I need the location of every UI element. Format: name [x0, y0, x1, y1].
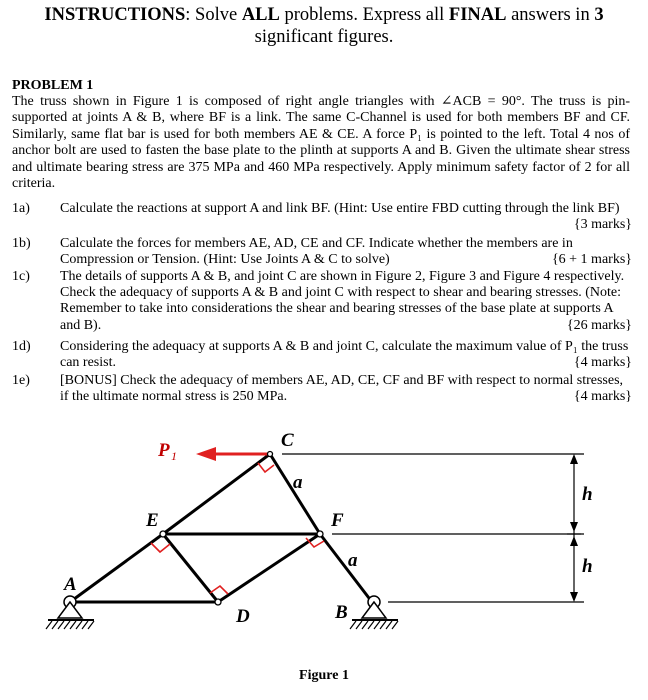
right-angle-D: [210, 586, 228, 594]
dim-label-a-upper: a: [293, 472, 303, 493]
P1-subscript: 1: [171, 449, 177, 463]
joint-label-E: E: [146, 510, 159, 531]
right-angle-C: [258, 463, 274, 472]
problem-intro: The truss shown in Figure 1 is composed of right angle triangles with ∠ACB = 90°. The truss is pin-supported at joints A & B, where BF is a link. The same C-Channel is used for both members BF and CF. Similarly, same flat bar is used for both members AE & CE. A force P₁ is pointed to the left. Total 4 nos of anchor bolt are used to fasten the base plate to the plinth at supports A and B. Given the ultimate shear stress and ultimate bearing stress are 375 MPa and 460 MPa respectively. Apply minimum safety factor of 2 for all criteria.: [12, 94, 630, 192]
question-1d: [12, 339, 632, 371]
question-marks: {6 + 1 marks}: [551, 252, 632, 268]
member-FB: [320, 534, 372, 602]
question-1b: [12, 236, 632, 268]
member-ED: [163, 534, 218, 602]
question-text: Calculate the forces for members AE, AD, CE and CF. Indicate whether the members are in Compression or Tension. (Hint: Use Joints A & C to solve): [60, 236, 573, 268]
question-marks: {26 marks}: [566, 317, 632, 333]
dim-label-h-lower: h: [582, 556, 593, 577]
joint-label-D: D: [236, 606, 250, 627]
support-B: [350, 596, 398, 629]
member-CF: [270, 454, 320, 534]
dim-label-a-lower: a: [348, 550, 358, 571]
problem-title: PROBLEM 1: [12, 78, 94, 93]
truss-figure: [0, 420, 648, 670]
question-label: 1e): [12, 373, 30, 388]
joint-label-F: F: [331, 510, 344, 531]
truss-members: [70, 454, 372, 602]
instructions-line-2: significant figures.: [254, 27, 394, 47]
instructions-header: [0, 4, 648, 48]
right-angle-E: [151, 543, 170, 552]
member-AE: [70, 534, 163, 602]
question-1c: [12, 269, 632, 334]
question-text: Considering the adequacy at supports A & B and joint C, calculate the maximum value of P₁ the truss can resist.: [60, 339, 629, 371]
question-label: 1c): [12, 269, 30, 284]
member-EC: [163, 454, 270, 534]
figure-caption: Figure 1: [299, 668, 349, 683]
question-text: The details of supports A & B, and joint C are shown in Figure 2, Figure 3 and Figure 4 respectively. Check the adequacy of supports A & B and joint C with respect to shear and bearing stresses. (Note: Remember to take into considerations the shear and bearing stresses of the base plate at supports A and B).: [60, 269, 625, 333]
joint-label-B: B: [335, 602, 348, 623]
question-marks: {4 marks}: [573, 389, 632, 405]
question-marks: {4 marks}: [573, 355, 632, 371]
force-P1: [196, 447, 268, 461]
member-DF: [218, 534, 320, 602]
question-text: [BONUS] Check the adequacy of members AE, AD, CE, CF and BF with respect to normal stresses, if the ultimate normal stress is 250 MPa.: [60, 373, 624, 405]
dimension-lines: [282, 454, 584, 602]
joint-label-C: C: [281, 430, 294, 451]
instructions-line-1: INSTRUCTIONS: Solve ALL problems. Express all FINAL answers in 3: [44, 5, 604, 25]
question-text: Calculate the reactions at support A and link BF. (Hint: Use entire FBD cutting through the link BF): [60, 201, 620, 216]
question-label: 1a): [12, 201, 30, 216]
question-label: 1b): [12, 236, 31, 251]
question-1a: [12, 201, 632, 233]
question-label: 1d): [12, 339, 31, 354]
joint-label-A: A: [64, 574, 77, 595]
question-marks: {3 marks}: [573, 217, 632, 233]
question-1e: [12, 373, 632, 405]
P1-label: P: [158, 440, 170, 461]
dim-label-h-upper: h: [582, 484, 593, 505]
